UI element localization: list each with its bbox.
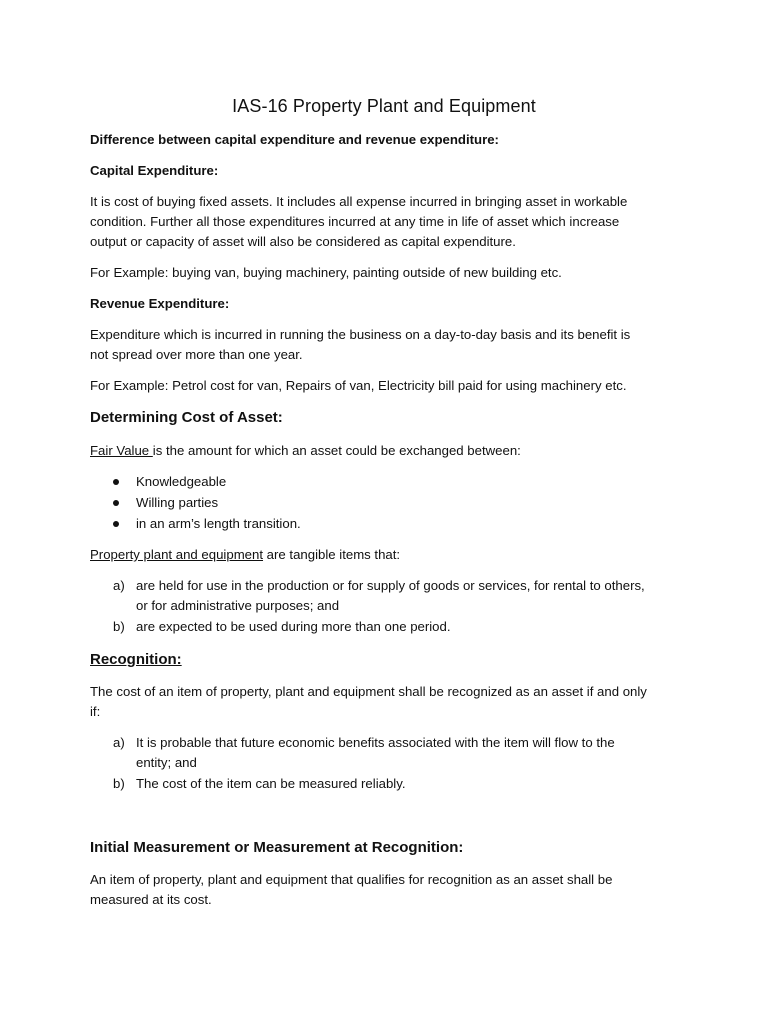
list-item: Willing parties bbox=[136, 495, 219, 510]
fair-value-term: Fair Value bbox=[90, 443, 153, 458]
capital-paragraph-line: output or capacity of asset will also be considered as capital expenditure. bbox=[90, 234, 516, 249]
bullet-icon bbox=[113, 479, 119, 485]
list-item-line: or for administrative purposes; and bbox=[136, 598, 340, 613]
list-item-line: The cost of the item can be measured reliably. bbox=[136, 776, 406, 791]
bullet-icon bbox=[113, 521, 119, 527]
initial-measurement-paragraph-line: measured at its cost. bbox=[90, 892, 212, 907]
recognition-heading: Recognition: bbox=[90, 651, 182, 668]
list-item-line: It is probable that future economic benefits associated with the item will flow to the bbox=[136, 735, 615, 750]
recognition-paragraph-line: The cost of an item of property, plant and equipment shall be recognized as an asset if and only bbox=[90, 684, 647, 699]
list-item: in an arm’s length transition. bbox=[136, 516, 301, 531]
fair-value-definition bbox=[90, 442, 521, 460]
recognition-paragraph-line: if: bbox=[90, 704, 101, 719]
bullet-icon bbox=[113, 500, 119, 506]
list-item-line: are expected to be used during more than one period. bbox=[136, 619, 451, 634]
fair-value-text: is the amount for which an asset could be exchanged between: bbox=[152, 443, 521, 458]
ppe-term: Property plant and equipment bbox=[90, 547, 264, 562]
cost-of-asset-heading: Determining Cost of Asset: bbox=[90, 409, 283, 426]
page-title: IAS-16 Property Plant and Equipment bbox=[232, 96, 536, 116]
difference-heading: Difference between capital expenditure and revenue expenditure: bbox=[90, 132, 499, 147]
list-item-line: are held for use in the production or for supply of goods or services, for rental to others, bbox=[136, 578, 645, 593]
list-item: Knowledgeable bbox=[136, 474, 227, 489]
revenue-paragraph-line: Expenditure which is incurred in running the business on a day-to-day basis and its benefit is bbox=[90, 327, 631, 342]
initial-measurement-heading: Initial Measurement or Measurement at Recognition: bbox=[90, 839, 464, 856]
capital-paragraph-line: condition. Further all those expenditures incurred at any time in life of asset which increase bbox=[90, 214, 620, 229]
capital-example: For Example: buying van, buying machinery, painting outside of new building etc. bbox=[90, 265, 562, 280]
initial-measurement-paragraph-line: An item of property, plant and equipment that qualifies for recognition as an asset shall be bbox=[90, 872, 613, 887]
capital-expenditure-heading: Capital Expenditure: bbox=[90, 163, 219, 178]
list-marker: a) bbox=[113, 735, 125, 750]
list-marker: b) bbox=[113, 776, 125, 791]
revenue-paragraph-line: not spread over more than one year. bbox=[90, 347, 303, 362]
ppe-definition bbox=[90, 546, 400, 564]
list-marker: b) bbox=[113, 619, 125, 634]
list-marker: a) bbox=[113, 578, 125, 593]
revenue-example: For Example: Petrol cost for van, Repairs of van, Electricity bill paid for using machinery etc. bbox=[90, 378, 627, 393]
revenue-expenditure-heading: Revenue Expenditure: bbox=[90, 296, 230, 311]
capital-paragraph-line: It is cost of buying fixed assets. It includes all expense incurred in bringing asset in workable bbox=[90, 194, 628, 209]
ppe-text: are tangible items that: bbox=[263, 547, 401, 562]
list-item-line: entity; and bbox=[136, 755, 197, 770]
